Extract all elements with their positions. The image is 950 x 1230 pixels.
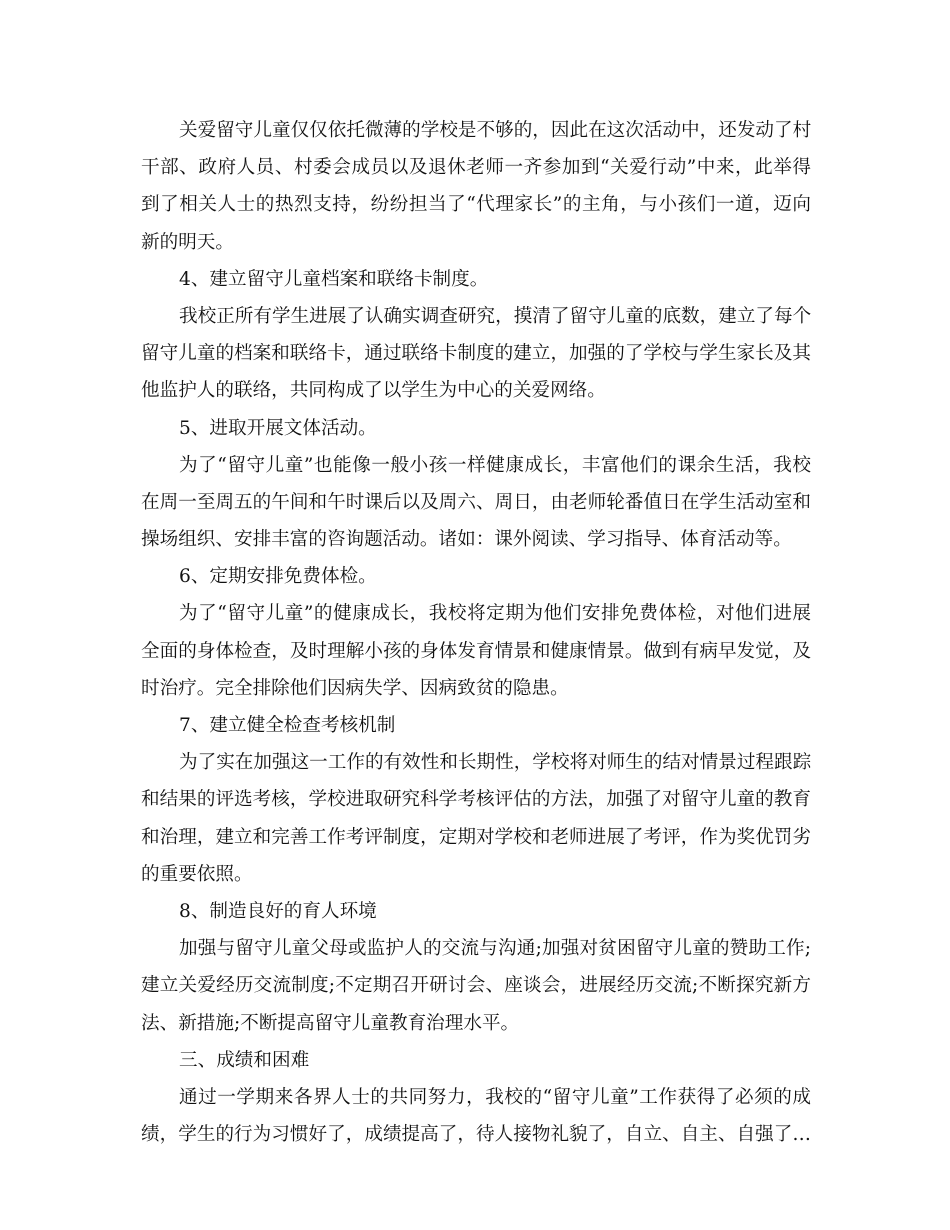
text-line: 关爱留守儿童仅仅依托微薄的学校是不够的，因此在这次活动中，还发动了村	[179, 120, 811, 141]
document-page	[141, 112, 811, 1153]
text-line: 和治理，建立和完善工作考评制度，定期对学校和老师进展了考评，作为奖优罚劣	[141, 826, 811, 848]
section-heading: 5、进取开展文体活动。	[179, 417, 377, 439]
text-line: 留守儿童的档案和联络卡，通过联络卡制度的建立，加强的了学校与学生家长及其	[141, 343, 811, 365]
text-line: 新的明天。	[141, 231, 234, 253]
section-heading: 4、建立留守儿童档案和联络卡制度。	[179, 268, 489, 290]
section-heading: 三、成绩和困难	[179, 1049, 310, 1071]
section-heading: 6、定期安排免费体检。	[179, 566, 377, 588]
text-line: 为了“留守儿童”的健康成长，我校将定期为他们安排免费体检，对他们进展	[179, 603, 811, 625]
text-line: 干部、政府人员、村委会成员以及退休老师一齐参加到“关爱行动”中来，此举得	[141, 157, 811, 179]
text-line: 在周一至周五的午间和午时课后以及周六、周日，由老师轮番值日在学生活动室和	[141, 491, 811, 513]
section-heading: 8、制造良好的育人环境	[179, 900, 377, 922]
text-line: 建立关爱经历交流制度;不定期召开研讨会、座谈会，进展经历交流;不断探究新方	[141, 975, 811, 997]
text-line: 和结果的评选考核，学校进取研究科学考核评估的方法，加强了对留守儿童的教育	[141, 789, 811, 811]
text-line: 全面的身体检查，及时理解小孩的身体发育情景和健康情景。做到有病早发觉，及	[141, 640, 811, 662]
section-heading: 7、建立健全检查考核机制	[179, 715, 396, 736]
text-line: 加强与留守儿童父母或监护人的交流与沟通;加强对贫困留守儿童的赞助工作;	[179, 938, 811, 960]
text-line: 绩，学生的行为习惯好了，成绩提高了，待人接物礼貌了，自立、自主、自强了…	[141, 1124, 811, 1146]
text-line: 时治疗。完全排除他们因病失学、因病致贫的隐患。	[141, 677, 569, 699]
text-line: 操场组织、安排丰富的咨询题活动。诸如：课外阅读、学习指导、体育活动等。	[141, 529, 792, 551]
text-line: 他监护人的联络，共同构成了以学生为中心的关爱网络。	[141, 380, 606, 402]
text-line: 为了“留守儿童”也能像一般小孩一样健康成长，丰富他们的课余生活，我校	[179, 454, 811, 476]
text-line: 通过一学期来各界人士的共同努力，我校的“留守儿童”工作获得了必须的成	[179, 1086, 811, 1108]
text-line: 的重要依照。	[141, 863, 253, 885]
text-line: 法、新措施;不断提高留守儿童教育治理水平。	[141, 1012, 520, 1034]
text-line: 为了实在加强这一工作的有效性和长期性，学校将对师生的结对情景过程跟踪	[179, 752, 811, 774]
text-line: 到了相关人士的热烈支持，纷纷担当了“代理家长”的主角，与小孩们一道，迈向	[141, 194, 811, 216]
text-line: 我校正所有学生进展了认确实调查研究，摸清了留守儿童的底数，建立了每个	[179, 305, 811, 327]
